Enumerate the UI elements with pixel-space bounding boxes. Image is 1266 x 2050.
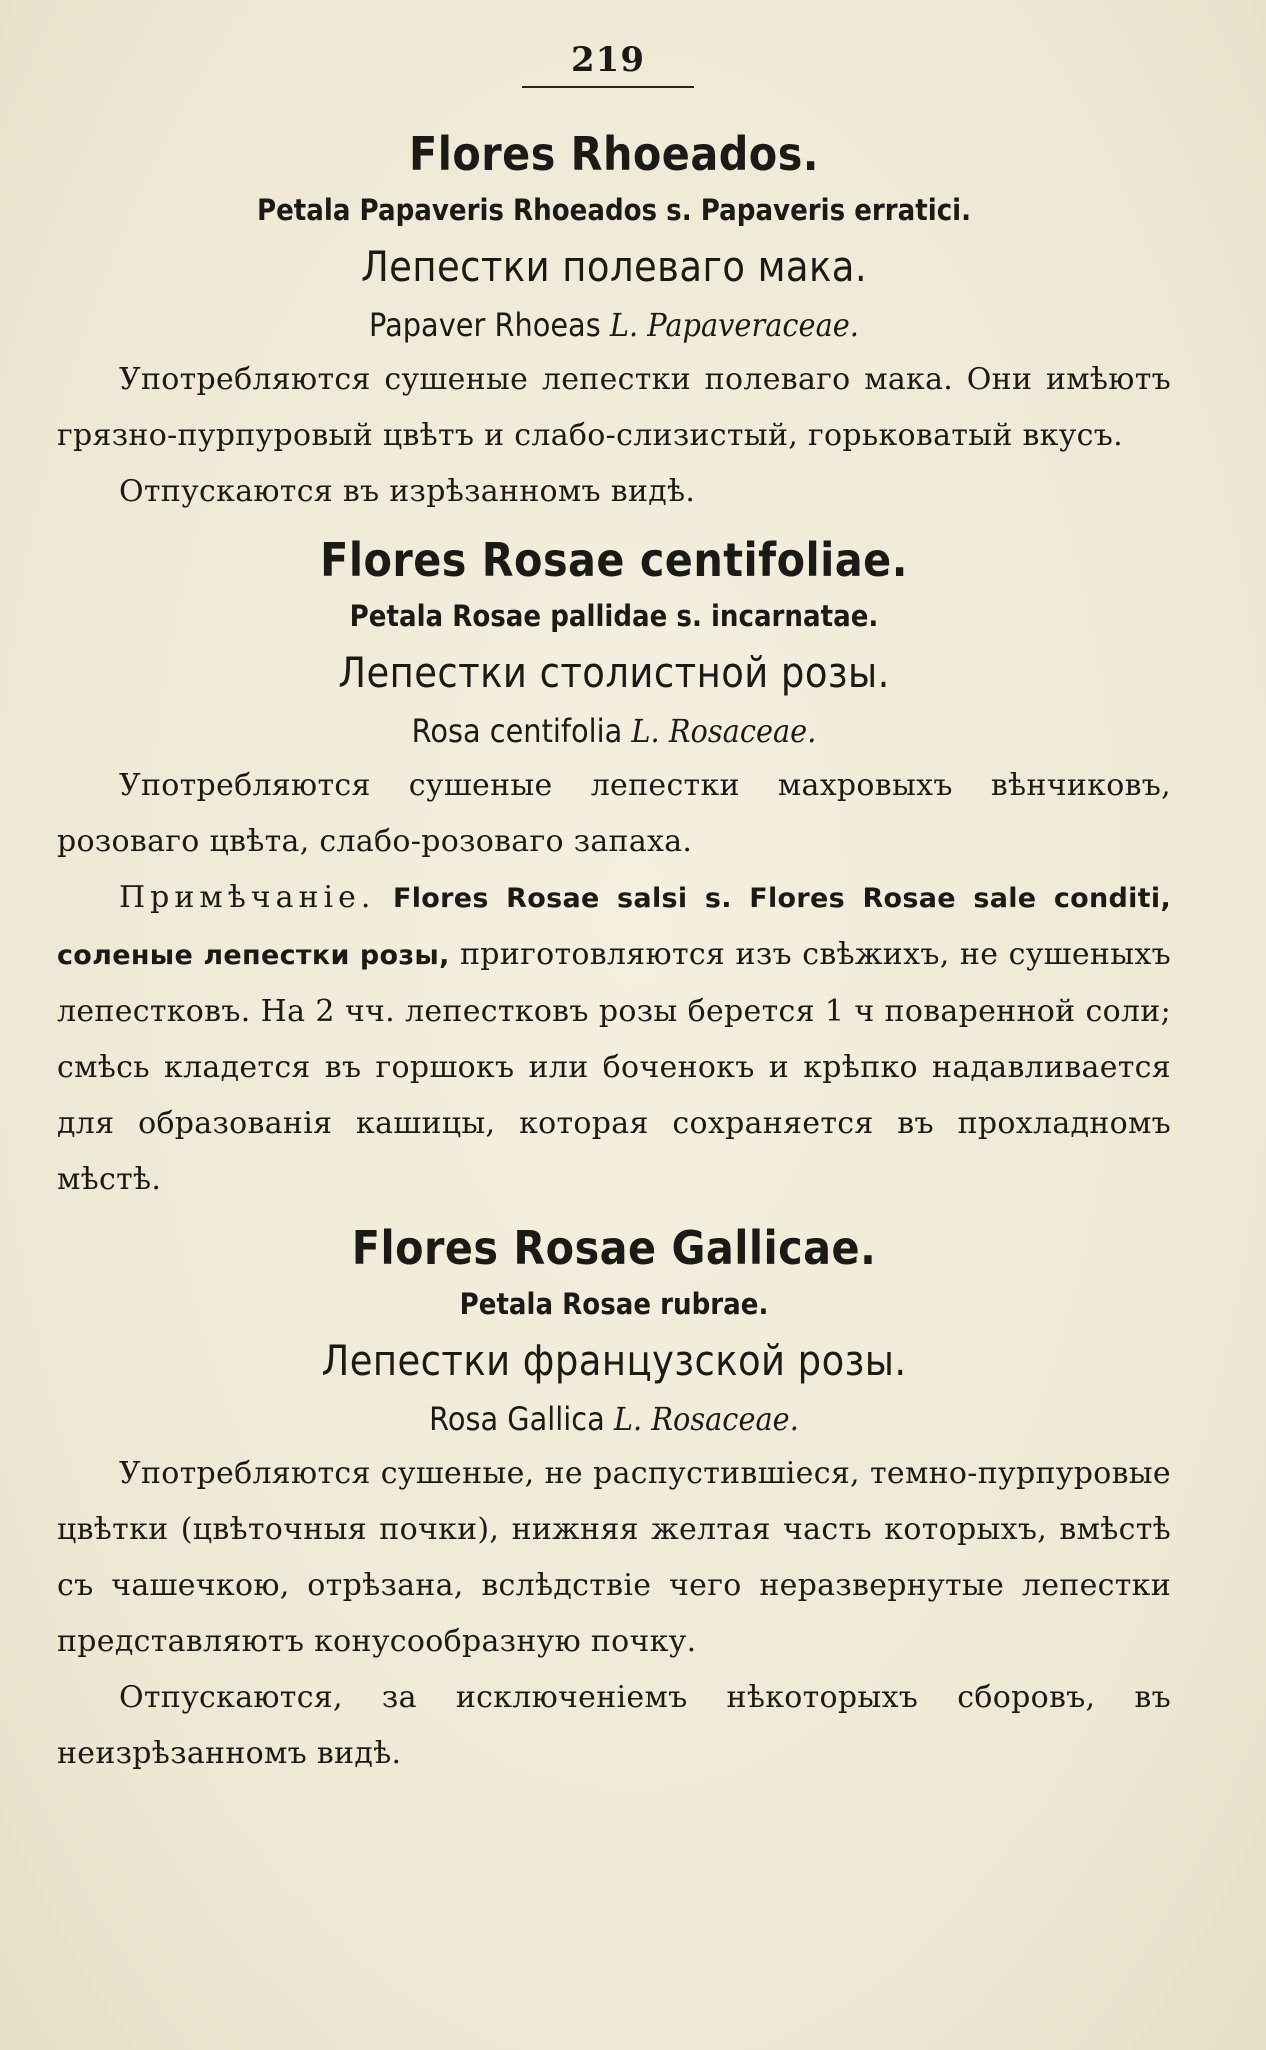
- paragraph: Употребляются сушеные лепестки полеваго мака. Они имѣютъ грязно-пурпуровый цвѣтъ и слабо-слизистый, горьковатый вкусъ.: [57, 362, 1171, 453]
- section-title: Flores Rosae centifoliae.: [320, 533, 908, 587]
- note-paragraph: [57, 870, 1171, 1208]
- section-flores-rosae-centifoliae: [57, 530, 1171, 1208]
- section-synonym: Petala Rosae pallidae s. incarnatae.: [349, 599, 879, 633]
- section-title: Flores Rhoeados.: [409, 127, 819, 181]
- section-synonym: Petala Rosae rubrae.: [459, 1287, 769, 1321]
- note-latin-term: Flores Rosae salsi s. Flores Rosae sale conditi,: [392, 883, 1172, 914]
- species-family: L. Papaveraceae.: [609, 306, 859, 344]
- section-russian-name: Лепестки французской розы.: [321, 1336, 907, 1385]
- section-species: [113, 1392, 1116, 1446]
- note-text: приготовляются изъ свѣжихъ, не сушеныхъ лепестковъ. На 2 чч. лепестковъ розы берется 1 ч поваренной соли; смѣсь кладется въ горшокъ или боченокъ и крѣпко надавливается для образованія кашицы, которая сохраняется въ прохладномъ мѣстѣ.: [57, 937, 1171, 1197]
- section-flores-rosae-gallicae: [57, 1218, 1171, 1782]
- section-species: [113, 298, 1116, 352]
- section-russian-name: Лепестки столистной розы.: [338, 648, 890, 697]
- page-header: [0, 40, 1216, 88]
- paragraph: Отпускаются въ изрѣзанномъ видѣ.: [119, 474, 696, 509]
- page-content: [57, 124, 1171, 1782]
- section-title: Flores Rosae Gallicae.: [351, 1221, 877, 1275]
- header-rule: [522, 86, 694, 88]
- species-name: Rosa centifolia: [411, 712, 623, 750]
- paragraph: Употребляются сушеные лепестки махровыхъ вѣнчиковъ, розоваго цвѣта, слабо-розоваго запаха.: [57, 768, 1171, 859]
- section-synonym: Petala Papaveris Rhoeados s. Papaveris erratici.: [256, 193, 972, 227]
- note-russian-term: соленые лепестки розы,: [57, 940, 450, 971]
- page-number: 219: [571, 40, 645, 80]
- section-russian-name: Лепестки полеваго мака.: [360, 242, 868, 291]
- section-species: [113, 704, 1116, 758]
- paragraph: Отпускаются, за исключеніемъ нѣкоторыхъ сборовъ, въ неизрѣзанномъ видѣ.: [57, 1680, 1171, 1771]
- species-family: L. Rosaceae.: [613, 1400, 799, 1438]
- note-label: Примѣчаніе.: [119, 880, 376, 915]
- species-family: L. Rosaceae.: [631, 712, 817, 750]
- species-name: Papaver Rhoeas: [369, 306, 601, 344]
- section-flores-rhoeados: [57, 124, 1171, 520]
- paragraph: Употребляются сушеные, не распустившіеся, темно-пурпуровые цвѣтки (цвѣточныя почки), нижняя желтая часть которыхъ, вмѣстѣ съ чашечкою, отрѣзана, вслѣдствіе чего неразвернутые лепестки представляютъ конусообразную почку.: [57, 1456, 1171, 1659]
- species-name: Rosa Gallica: [429, 1400, 605, 1438]
